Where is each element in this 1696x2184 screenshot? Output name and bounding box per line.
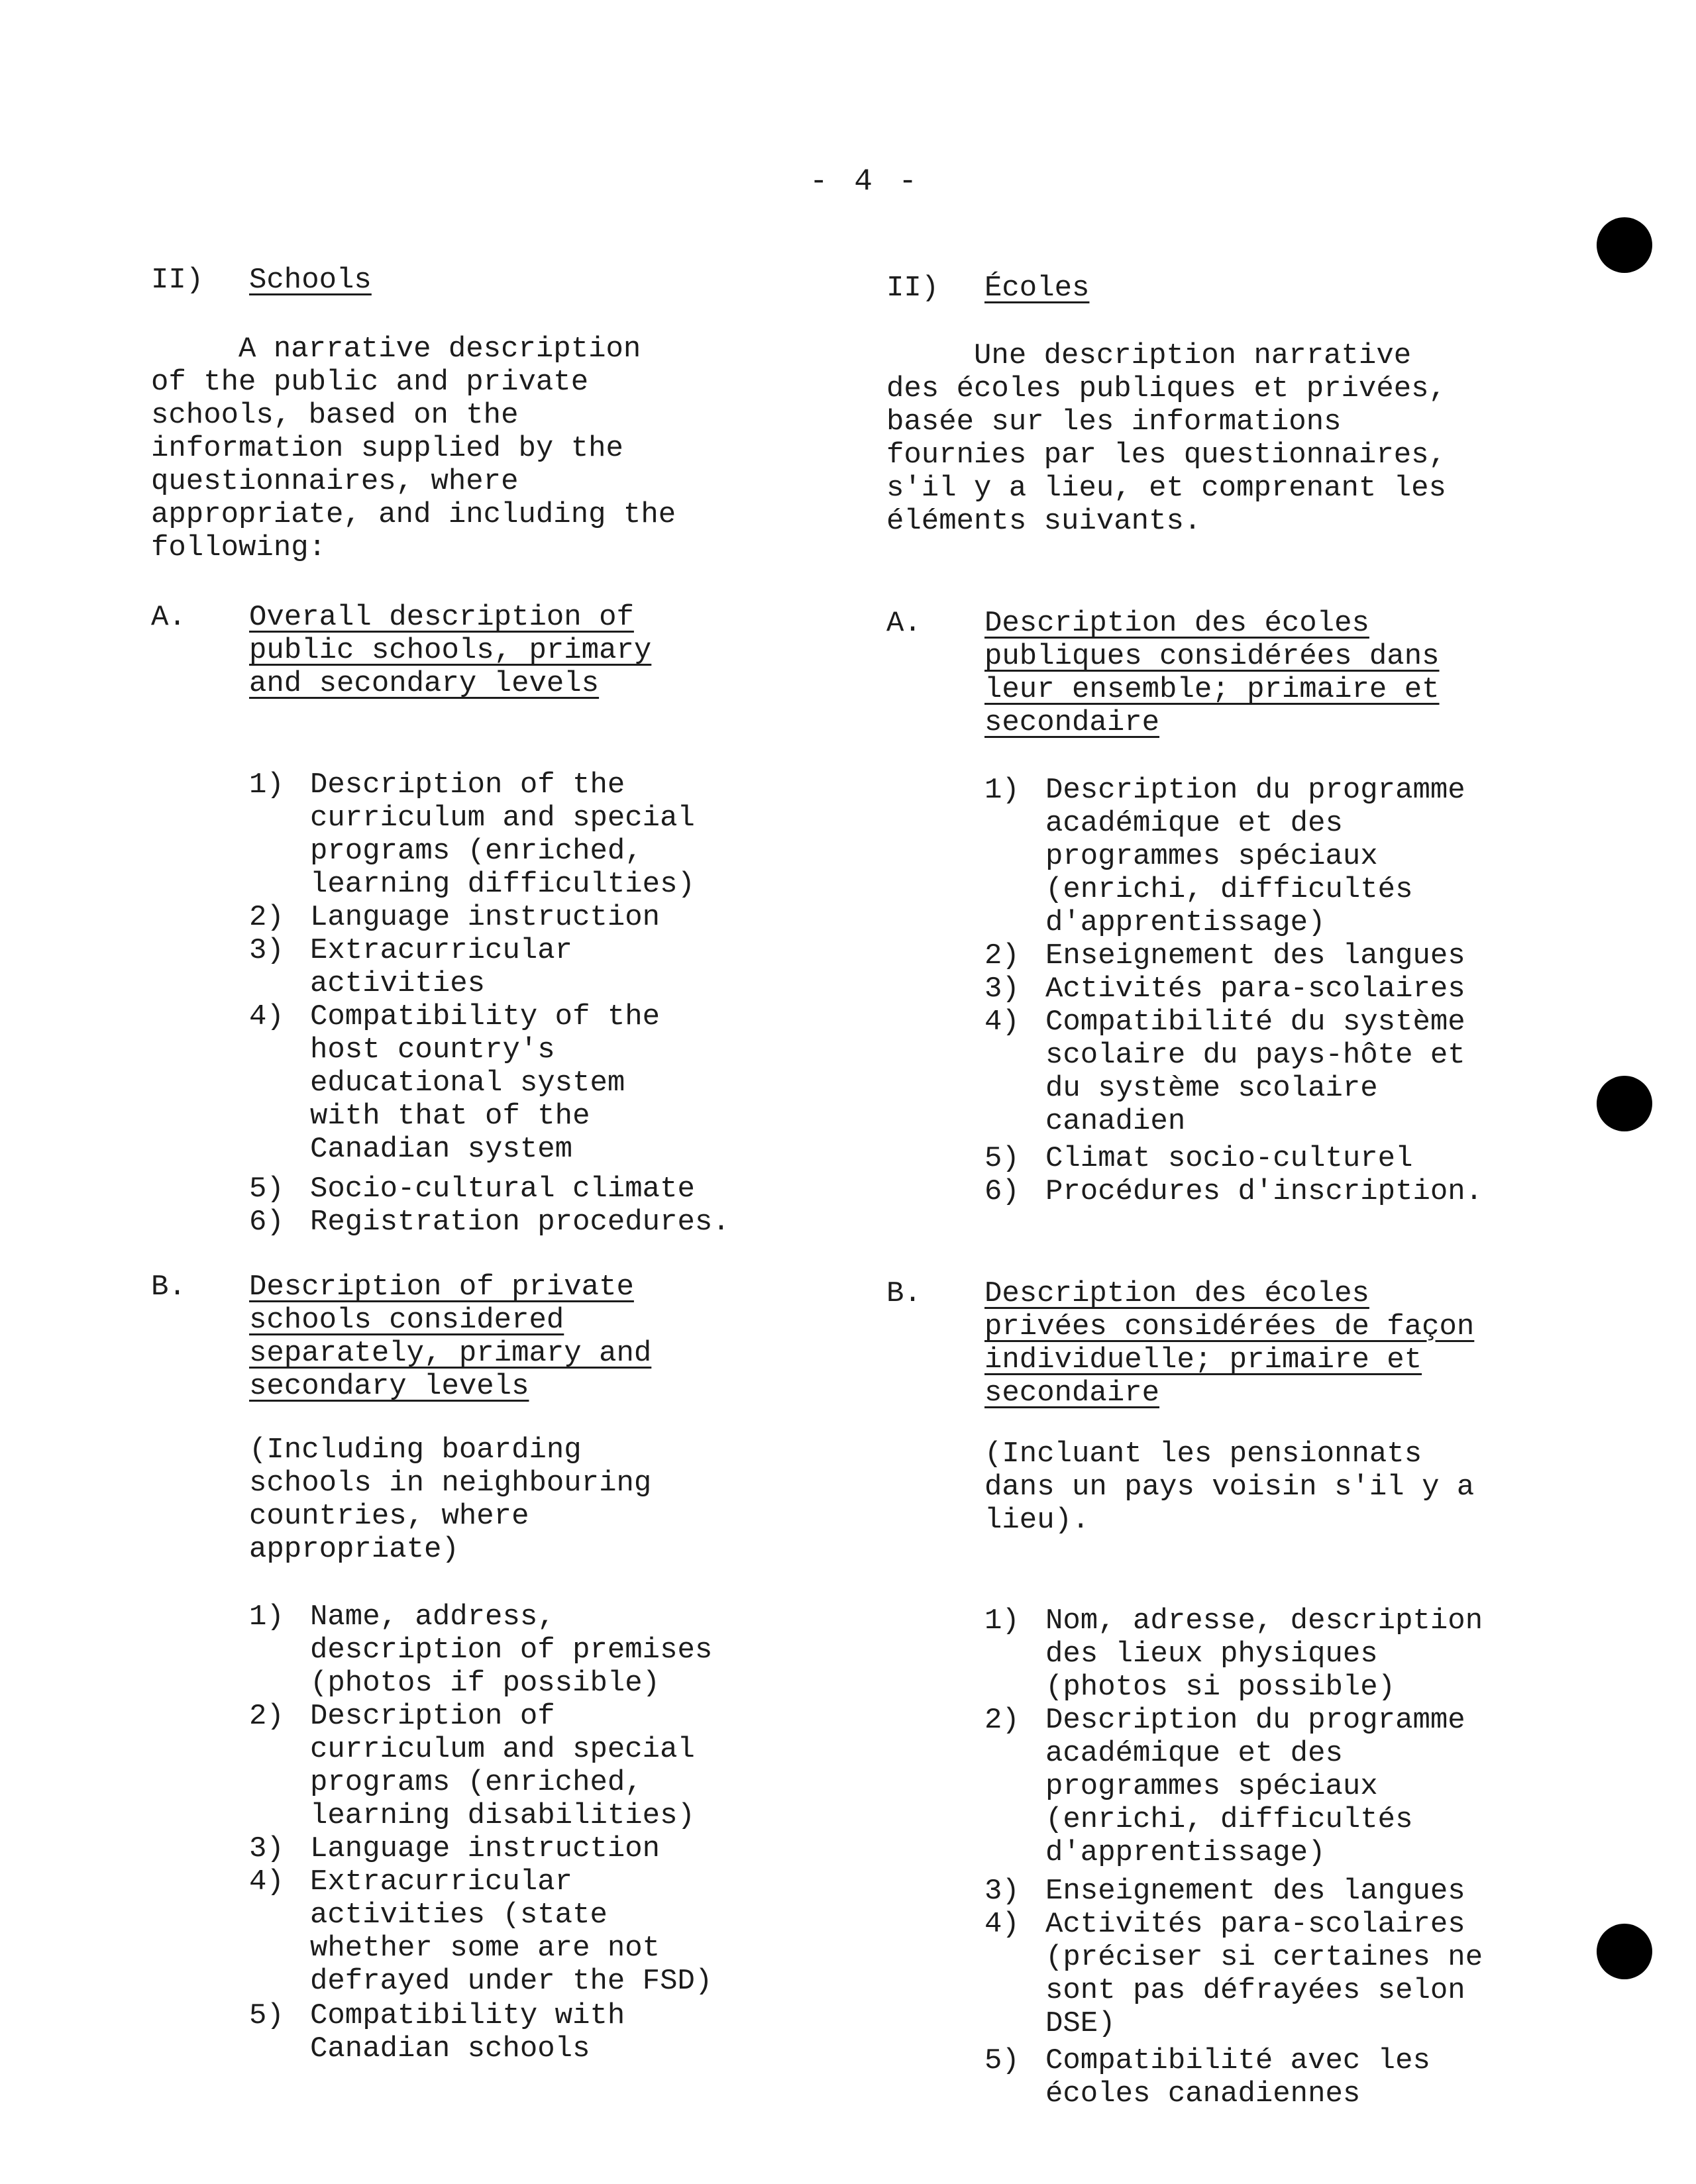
item-text: Activités para-scolaires <box>1045 972 1465 1006</box>
item-text: Climat socio-culturel <box>1045 1142 1413 1175</box>
item-number: 6) <box>249 1206 284 1239</box>
item-text: Compatibilité avec les écoles canadiennes <box>1045 2044 1430 2110</box>
item-text: Extracurricular activities <box>310 934 573 1000</box>
item-text: Registration procedures. <box>310 1206 730 1239</box>
item-number: 3) <box>249 1832 284 1865</box>
item-text: Name, address, description of premises (photos if possible) <box>310 1600 713 1700</box>
punch-hole <box>1597 1076 1652 1131</box>
item-number: 3) <box>249 934 284 967</box>
item-number: 4) <box>249 1865 284 1898</box>
item-text: Extracurricular activities (state whether some are not defrayed under the FSD) <box>310 1865 713 1998</box>
section-title-fr: Écoles <box>984 272 1090 305</box>
section-b-note-fr: (Incluant les pensionnats dans un pays voisin s'il y a lieu). <box>984 1437 1475 1537</box>
item-text: Nom, adresse, description des lieux physiques (photos si possible) <box>1045 1604 1483 1704</box>
item-number: 2) <box>984 1704 1020 1737</box>
item-number: 1) <box>249 768 284 802</box>
punch-hole <box>1597 1924 1652 1979</box>
section-b-letter-en: B. <box>151 1271 186 1304</box>
section-b-note-en: (Including boarding schools in neighbouring countries, where appropriate) <box>249 1433 652 1566</box>
item-number: 5) <box>249 1999 284 2032</box>
item-text: Language instruction <box>310 1832 661 1865</box>
item-number: 6) <box>984 1175 1020 1208</box>
item-number: 5) <box>984 2044 1020 2077</box>
item-text: Compatibilité du système scolaire du pays-hôte et du système scolaire canadien <box>1045 1006 1465 1138</box>
item-number: 1) <box>984 1604 1020 1638</box>
section-number-fr: II) <box>886 272 939 305</box>
item-number: 4) <box>984 1006 1020 1039</box>
item-number: 4) <box>249 1000 284 1033</box>
item-number: 2) <box>249 1700 284 1733</box>
section-b-heading-fr: Description des écoles privées considérées de façon individuelle; primaire et secondaire <box>984 1277 1475 1410</box>
intro-paragraph-fr: Une description narrative des écoles publiques et privées, basée sur les informations fournies par les questionnaires, s'il y a lieu, et comprenant les éléments suivants. <box>886 339 1446 538</box>
item-number: 1) <box>249 1600 284 1634</box>
item-number: 3) <box>984 1875 1020 1908</box>
section-number-en: II) <box>151 264 204 297</box>
item-number: 5) <box>249 1172 284 1206</box>
item-text: Description du programme académique et des programmes spéciaux (enrichi, difficultés d'apprentissage) <box>1045 774 1465 939</box>
item-text: Compatibility with Canadian schools <box>310 1999 625 2065</box>
item-text: Description du programme académique et des programmes spéciaux (enrichi, difficultés d'apprentissage) <box>1045 1704 1465 1869</box>
item-number: 3) <box>984 972 1020 1006</box>
item-text: Description of curriculum and special programs (enriched, learning disabilities) <box>310 1700 695 1832</box>
item-text: Activités para-scolaires (préciser si certaines ne sont pas défrayées selon DSE) <box>1045 1908 1483 2040</box>
item-number: 2) <box>249 901 284 934</box>
item-number: 4) <box>984 1908 1020 1941</box>
item-number: 2) <box>984 939 1020 972</box>
section-b-letter-fr: B. <box>886 1277 922 1310</box>
page-number: - 4 - <box>810 164 922 199</box>
section-title-en: Schools <box>249 264 372 297</box>
item-number: 5) <box>984 1142 1020 1175</box>
item-text: Socio-cultural climate <box>310 1172 695 1206</box>
item-text: Enseignement des langues <box>1045 939 1465 972</box>
section-a-heading-en: Overall description of public schools, primary and secondary levels <box>249 601 652 700</box>
section-b-heading-en: Description of private schools considered separately, primary and secondary levels <box>249 1271 652 1403</box>
item-text: Language instruction <box>310 901 661 934</box>
item-number: 1) <box>984 774 1020 807</box>
item-text: Procédures d'inscription. <box>1045 1175 1483 1208</box>
item-text: Description of the curriculum and special programs (enriched, learning difficulties) <box>310 768 695 901</box>
section-a-letter-en: A. <box>151 601 186 634</box>
item-text: Enseignement des langues <box>1045 1875 1465 1908</box>
section-a-letter-fr: A. <box>886 607 922 640</box>
intro-paragraph-en: A narrative description of the public and private schools, based on the information supplied by the questionnaires, where appropriate, and including the following: <box>151 333 676 564</box>
item-text: Compatibility of the host country's educational system with that of the Canadian system <box>310 1000 661 1166</box>
punch-hole <box>1597 217 1652 273</box>
section-a-heading-fr: Description des écoles publiques considérées dans leur ensemble; primaire et secondaire <box>984 607 1440 739</box>
